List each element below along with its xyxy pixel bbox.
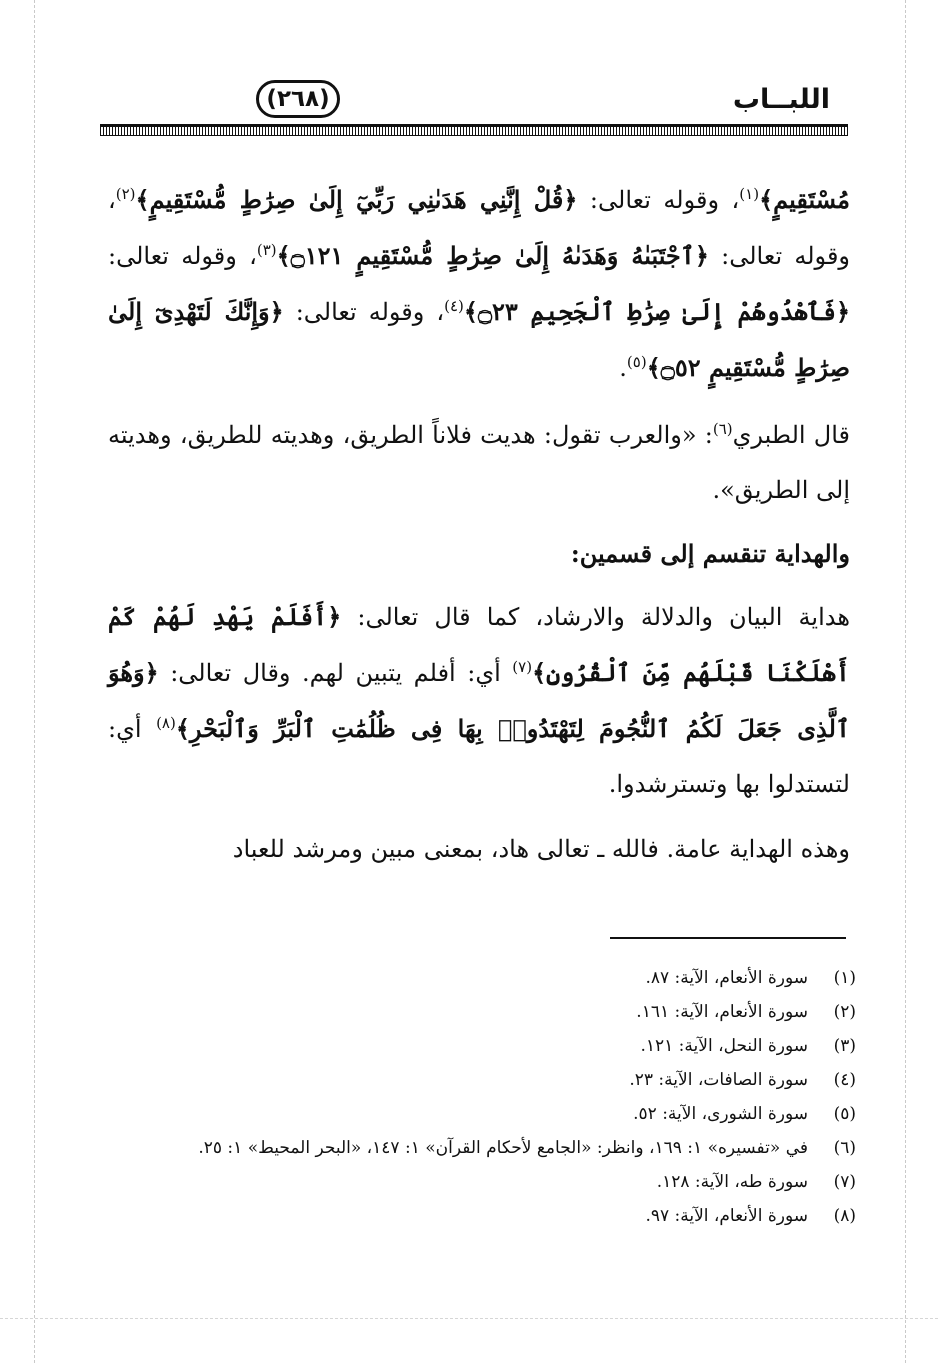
footnote-number: (٧) bbox=[833, 1172, 856, 1192]
body-text: ، وقوله تعالى: bbox=[108, 242, 257, 270]
quran-quote: ﴿قُلْ إِنَّنِي هَدَىٰنِي رَبِّيٓ إِلَىٰ صِرَٰطٍ مُّسْتَقِيمٍ﴾ bbox=[135, 185, 578, 214]
footnote-ref: (٨) bbox=[156, 714, 176, 732]
footnote-number: (٢) bbox=[833, 1002, 856, 1022]
scan-guide-bottom bbox=[0, 1318, 938, 1319]
footnote-ref: (٢) bbox=[115, 185, 136, 203]
footnote-ref: (٥) bbox=[626, 353, 647, 371]
page-number: (٢٦٨) bbox=[266, 86, 330, 112]
footnote-text: في «تفسيره» ١: ١٦٩، وانظر: «الجامع لأحكام القرآن» ١: ١٤٧، «البحر المحيط» ١: ٢٥. bbox=[198, 1138, 808, 1158]
footnote-number: (٤) bbox=[833, 1070, 856, 1090]
footnote-item bbox=[108, 1204, 856, 1228]
body-text: : «والعرب تقول: هديت فلاناً الطريق، وهديته للطريق، وهديته إلى الطريق». bbox=[108, 421, 850, 504]
paragraph-verses bbox=[108, 172, 850, 396]
scan-guide-right bbox=[905, 0, 906, 1363]
footnote-item bbox=[108, 1068, 856, 1092]
footnote-text: سورة الأنعام، الآية: ٨٧. bbox=[645, 968, 808, 988]
quran-quote: ﴿وَإِنَّكَ لَتَهْدِىٓ إِلَىٰ صِرَٰطٍ مُّسْتَقِيمٍ ۝٥٢﴾ bbox=[108, 297, 850, 382]
footnote-ref: (٤) bbox=[444, 297, 464, 315]
scan-guide-left bbox=[34, 0, 35, 1363]
footnote-ref: (٣) bbox=[256, 241, 277, 259]
footnote-item bbox=[108, 1136, 856, 1160]
footnote-item bbox=[108, 1102, 856, 1126]
paragraph-guidance bbox=[108, 589, 850, 812]
page-number-badge bbox=[256, 80, 340, 118]
footnote-text: سورة الأنعام، الآية: ١٦١. bbox=[636, 1002, 808, 1022]
paragraph-tabari bbox=[108, 408, 850, 518]
quran-quote: مُسْتَقِيمٍ﴾ bbox=[759, 185, 850, 214]
body-text: أي: أفلم يتبين لهم. وقال تعالى: bbox=[158, 659, 513, 687]
footnote-separator bbox=[610, 937, 846, 939]
footnote-text: سورة الأنعام، الآية: ٩٧. bbox=[645, 1206, 808, 1226]
body-text: ، وقوله تعالى: bbox=[577, 186, 740, 214]
footnote-item bbox=[108, 1034, 856, 1058]
footnote-text: سورة الشورى، الآية: ٥٢. bbox=[633, 1104, 808, 1124]
body-text: ، وقوله تعالى: bbox=[283, 298, 445, 326]
footnote-item bbox=[108, 1170, 856, 1194]
quran-quote: ﴿فَٱهْدُوهُمْ إِلَىٰ صِرَٰطِ ٱلْجَحِيمِ ۝٢٣﴾ bbox=[463, 297, 851, 326]
footnote-text: سورة طه، الآية: ١٢٨. bbox=[656, 1172, 808, 1192]
footnote-number: (٨) bbox=[833, 1206, 856, 1226]
footnote-number: (١) bbox=[833, 968, 856, 988]
footnote-number: (٣) bbox=[833, 1036, 856, 1056]
section-heading: والهداية تنقسم إلى قسمين: bbox=[570, 539, 850, 568]
footnote-number: (٥) bbox=[833, 1104, 856, 1124]
header-rule bbox=[100, 124, 848, 136]
footnote-item bbox=[108, 966, 856, 990]
body-text: قال الطبري bbox=[732, 421, 850, 449]
footnote-item bbox=[108, 1000, 856, 1024]
quran-quote: ﴿ٱجْتَبَىٰهُ وَهَدَىٰهُ إِلَىٰ صِرَٰطٍ مُّسْتَقِيمٍ ۝١٢١﴾ bbox=[276, 241, 709, 270]
body-text: . bbox=[619, 354, 627, 382]
quran-quote: ﴿وَهُوَ ٱلَّذِى جَعَلَ لَكُمُ ٱلنُّجُومَ لِتَهْتَدُوا۟ بِهَا فِى ظُلُمَٰتِ ٱلْبَرِّ وَٱلْبَحْرِ﴾ bbox=[108, 658, 851, 743]
footnote-number: (٦) bbox=[833, 1138, 856, 1158]
body-text: ، وقوله تعالى: bbox=[108, 186, 851, 270]
main-text bbox=[108, 172, 850, 877]
footnote-text: سورة النحل، الآية: ١٢١. bbox=[640, 1036, 808, 1056]
paragraph-general: وهذه الهداية عامة. فالله ـ تعالى هاد، بمعنى مبين ومرشد للعباد bbox=[232, 835, 850, 863]
footnote-text: سورة الصافات، الآية: ٢٣. bbox=[629, 1070, 808, 1090]
body-text: هداية البيان والدلالة والارشاد، كما قال تعالى: bbox=[341, 603, 850, 631]
footnote-ref: (٦) bbox=[712, 420, 733, 438]
footnotes bbox=[108, 966, 856, 1238]
body-text: أي: لتستدلوا بها وتسترشدوا. bbox=[108, 715, 850, 798]
page-header bbox=[100, 74, 848, 132]
footnote-ref: (٧) bbox=[512, 658, 533, 676]
quran-quote: ﴿أَفَلَمْ يَهْدِ لَهُمْ كَمْ أَهْلَكْنَا قَبْلَهُم مِّنَ ٱلْقُرُونِ﴾ bbox=[108, 602, 850, 687]
footnote-ref: (١) bbox=[739, 185, 760, 203]
running-title: اللبــاب bbox=[732, 84, 830, 115]
